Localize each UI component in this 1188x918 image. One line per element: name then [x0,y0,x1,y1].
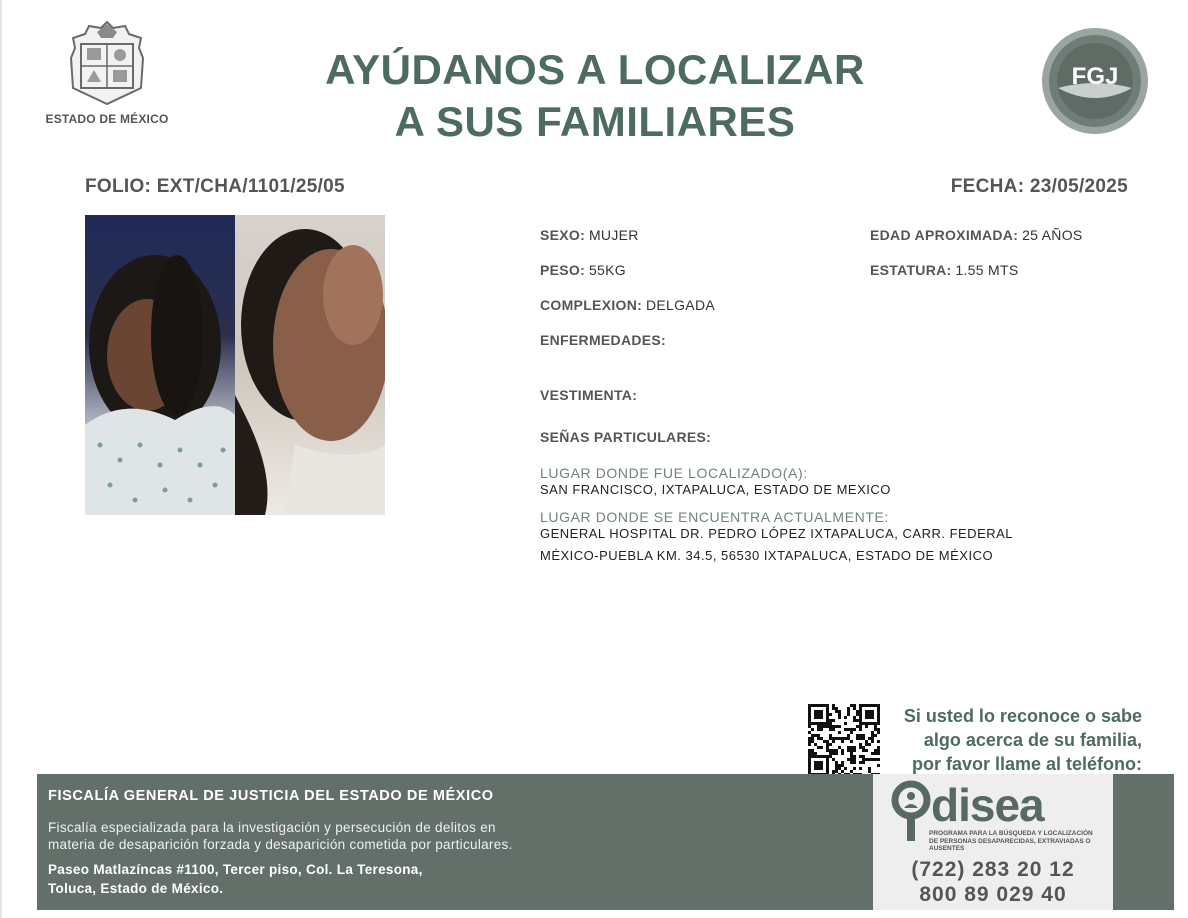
sexo-label: SEXO: [540,227,586,243]
odisea-magnifier-icon [889,780,933,844]
field-vestimenta [540,387,637,403]
field-sexo [540,227,639,243]
footer-address [48,860,668,898]
qr-code-icon[interactable] [808,704,880,776]
field-edad [870,227,1083,243]
odisea-subtitle [929,830,1109,853]
cta-line-3: por favor llame al teléfono: [911,754,1142,774]
peso-label: PESO: [540,262,586,278]
complexion-label: COMPLEXION: [540,297,643,313]
footer-address-line-1: Paseo Matlazíncas #1100, Tercer piso, Col. La Teresona, [48,862,423,877]
headline-line-1: AYÚDANOS A LOCALIZAR [325,46,865,93]
localizado-label: LUGAR DONDE FUE LOCALIZADO(A): [540,465,808,481]
phone-number-1[interactable]: (722) 283 20 12 [911,858,1075,881]
estatura-value: 1.55 MTS [955,262,1019,278]
odisea-subtitle-line-3: AUSENTES [929,845,965,852]
estatura-label: ESTATURA: [870,262,952,278]
odisea-subtitle-line-2: DE PERSONAS DESAPARECIDAS, EXTRAVIADAS O [929,837,1091,845]
footer-description-line-2: materia de desaparición forzada y desaparición cometida por particulares. [48,837,513,852]
edad-label: EDAD APROXIMADA: [870,227,1019,243]
cta-line-2: algo acerca de su familia, [923,730,1142,750]
coat-of-arms-icon [67,18,147,108]
footer-description [48,819,648,853]
page-title [300,44,890,148]
actual-location-label: LUGAR DONDE SE ENCUENTRA ACTUALMENTE: [540,509,889,525]
edad-value: 25 AÑOS [1022,227,1083,243]
person-photo-1 [85,215,235,515]
page-edge-line [0,0,2,918]
enfermedades-label: ENFERMEDADES: [540,332,667,348]
folio-number: FOLIO: EXT/CHA/1101/25/05 [85,176,345,197]
estado-de-mexico-label: ESTADO DE MÉXICO [45,112,169,126]
fgj-seal-logo [1040,26,1150,136]
odisea-panel [873,774,1113,910]
field-senas [540,429,711,445]
actual-location-value-line-1: GENERAL HOSPITAL DR. PEDRO LÓPEZ IXTAPALUCA, CARR. FEDERAL [540,526,1014,541]
field-complexion [540,297,715,313]
phone-number-2[interactable]: 800 89 029 40 [919,883,1067,906]
field-estatura [870,262,1019,278]
field-peso [540,262,626,278]
footer-address-line-2: Toluca, Estado de México. [48,881,224,896]
estado-de-mexico-logo [44,18,170,130]
complexion-value: DELGADA [645,297,715,313]
cta-line-1: Si usted lo reconoce o sabe [903,706,1142,726]
report-date: FECHA: 23/05/2025 [950,176,1128,197]
odisea-logo-text: disea [931,779,1044,831]
sexo-value: MUJER [588,227,639,243]
odisea-subtitle-line-1: PROGRAMA PARA LA BÚSQUEDA Y LOCALIZACIÓN [929,830,1093,837]
footer-title: FISCALÍA GENERAL DE JUSTICIA DEL ESTADO DE MÉXICO [48,788,494,804]
headline-line-2: A SUS FAMILIARES [394,98,796,145]
fgj-seal-icon [1040,26,1150,136]
localizado-value: SAN FRANCISCO, IXTAPALUCA, ESTADO DE MEXICO [540,482,891,497]
senas-label: SEÑAS PARTICULARES: [540,429,712,445]
person-photo-2 [235,215,385,515]
fgj-seal-text: FGJ [1071,63,1119,90]
call-to-action [880,704,1142,776]
footer-band [37,774,1174,910]
footer-description-line-1: Fiscalía especializada para la investigación y persecución de delitos en [48,820,496,835]
actual-location-value-line-2: MÉXICO-PUEBLA KM. 34.5, 56530 IXTAPALUCA, ESTADO DE MÉXICO [540,548,994,563]
peso-value: 55KG [588,262,626,278]
vestimenta-label: VESTIMENTA: [540,387,638,403]
field-enfermedades [540,332,666,348]
